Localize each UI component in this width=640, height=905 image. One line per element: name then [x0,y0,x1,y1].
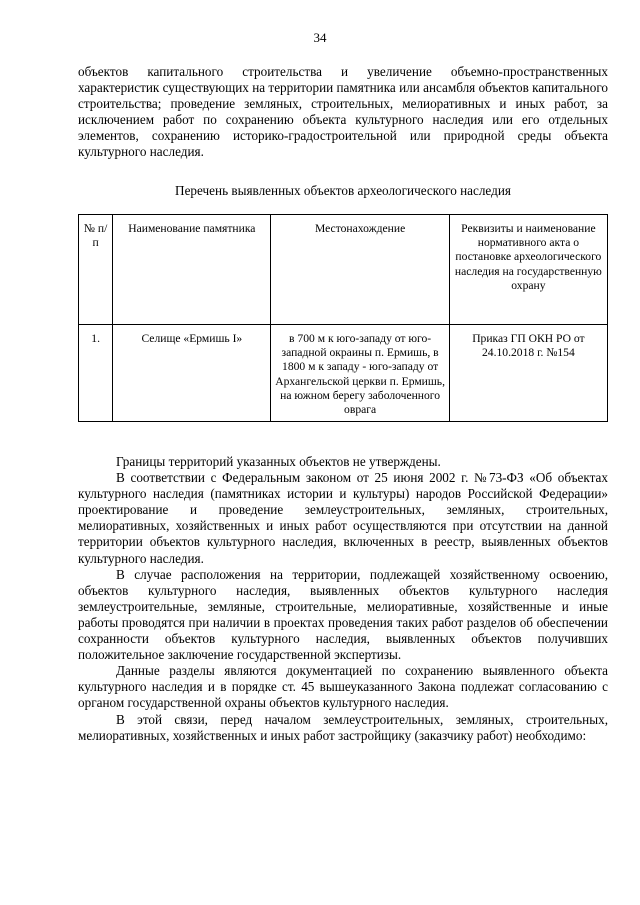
cell-act: Приказ ГП ОКН РО от 24.10.2018 г. №154 [449,325,607,422]
header-act: Реквизиты и наименование нормативного акта о постановке археологического наследия на государственную охрану [449,215,607,325]
body-text-block [78,454,608,744]
paragraph-case-location: В случае расположения на территории, подлежащей хозяйственному освоению, объектов культурного наследия, выявленных объектов культурного наследия землеустроительные, земляные, строительные, мелиоративные, хозяйственные и иные работы проводятся при наличии в проектах проведения таких работ разделов об обеспечении сохранности объектов культурного наследия, выявленных объектов получивших положительное заключение государственной экспертизы. [78,566,608,663]
paragraph-borders: Границы территорий указанных объектов не утверждены. [116,454,441,469]
table-header-row [79,215,608,325]
cell-name: Селище «Ермишь I» [113,325,271,422]
cell-number: 1. [79,325,113,422]
header-name: Наименование памятника [113,215,271,325]
cell-location: в 700 м к юго-западу от юго-западной окраины п. Ермишь, в 1800 м к западу - юго-западу от Архангельской церкви п. Ермишь, на южном берегу заболоченного оврага [271,325,449,422]
page-number: 34 [313,30,327,45]
paragraph-necessary: В этой связи, перед началом землеустроительных, земляных, строительных, мелиоративных, хозяйственных и иных работ застройщику (заказчику работ) необходимо: [78,711,608,743]
paragraph-sections: Данные разделы являются документацией по сохранению выявленного объекта культурного наследия и в порядке ст. 45 вышеуказанного Закона подлежат согласованию с органом государственной охраны объектов культурного наследия. [78,663,608,711]
intro-paragraph: объектов капитального строительства и увеличение объемно-пространственных характеристик существующих на территории памятника или ансамбля объектов капитального строительства; проведение земляных, строительных, мелиоративных и иных работ, за исключением работ по сохранению объекта культурного наследия или его отдельных элементов, сохранению историко-градостроительной или природной среды объекта культурного наследия. [78,64,608,160]
table-row [79,325,608,422]
header-location: Местонахождение [271,215,449,325]
header-number: № п/п [79,215,113,325]
intro-paragraph-block [78,64,608,161]
monuments-table [78,214,608,422]
table-title: Перечень выявленных объектов археологического наследия [175,183,511,198]
paragraph-federal-law: В соответствии с Федеральным законом от 25 июня 2002 г. №73-ФЗ «Об объектах культурного наследия (памятниках истории и культуры) народов Российской Федерации» проектирование и проведение землеустроительных, земляных, строительных, мелиоративных, хозяйственных и иных работ осуществляются при отсутствии на данной территории объектов культурного наследия, включенных в реестр, выявленных объектов культурного наследия. [78,470,608,566]
